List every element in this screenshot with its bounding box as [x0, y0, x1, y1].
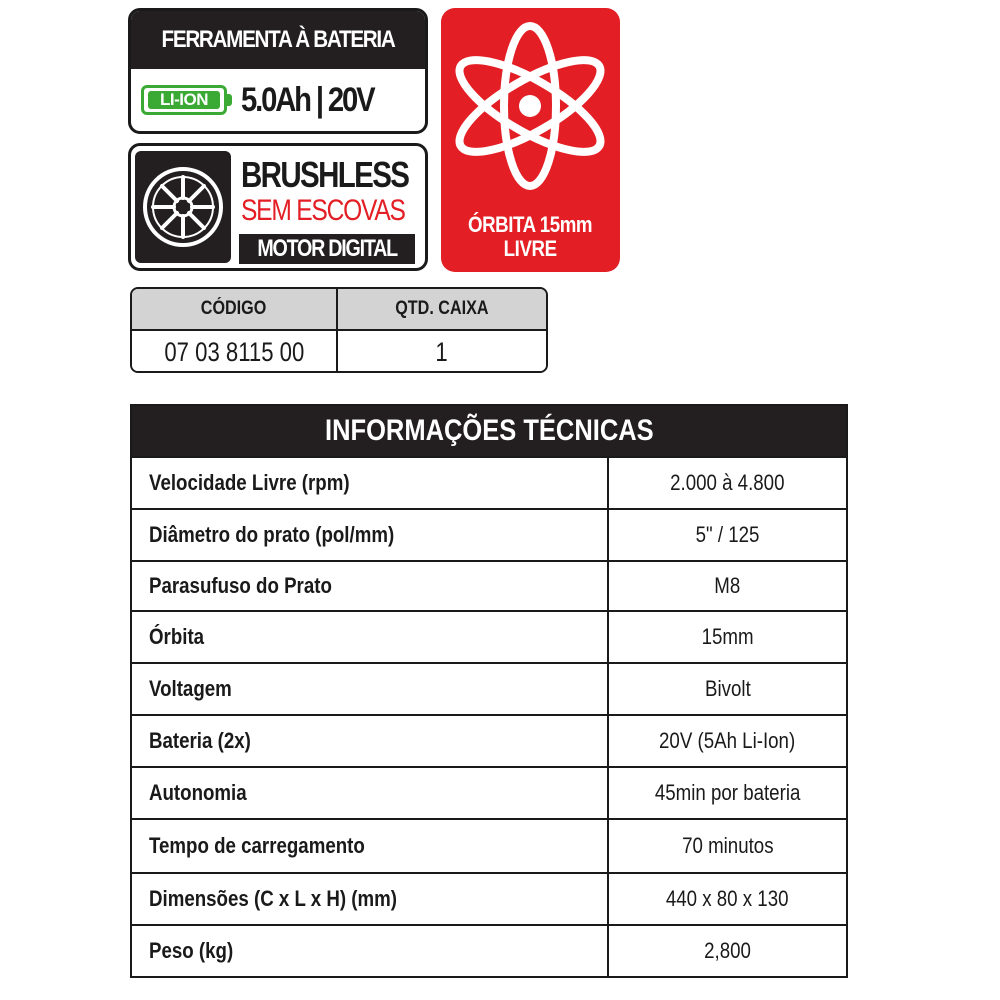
brushless-badge — [128, 143, 428, 271]
tech-table-title: INFORMAÇÕES TÉCNICAS — [132, 406, 846, 456]
spec-value: 440 x 80 x 130 — [666, 886, 789, 911]
battery-badge-header: FERRAMENTA À BATERIA — [152, 11, 405, 69]
battery-badge-header-bar — [131, 11, 425, 69]
table-row — [132, 924, 846, 976]
tech-table — [130, 404, 848, 978]
table-row — [132, 662, 846, 714]
table-row — [132, 610, 846, 662]
battery-badge — [128, 8, 428, 134]
table-row — [132, 872, 846, 924]
spec-value: 45min por bateria — [654, 780, 801, 805]
spec-label: Parasufuso do Prato — [132, 562, 609, 610]
table-row — [132, 714, 846, 766]
spec-value: 15mm — [701, 624, 754, 649]
spec-label: Diâmetro do prato (pol/mm) — [132, 510, 609, 560]
codigo-value: 07 03 8115 00 — [164, 336, 304, 367]
spec-label: Dimensões (C x L x H) (mm) — [132, 874, 609, 924]
battery-spec: 5.0Ah | 20V — [241, 80, 374, 119]
spec-value: 20V (5Ah Li-Ion) — [659, 728, 796, 753]
spec-label: Tempo de carregamento — [132, 820, 609, 872]
orbit-badge — [441, 8, 620, 272]
spec-value: 70 minutos — [681, 833, 774, 858]
atom-icon — [453, 18, 608, 193]
spec-value: 2,800 — [704, 938, 751, 963]
table-row — [132, 456, 846, 508]
spec-value: M8 — [714, 573, 741, 598]
spec-value: Bivolt — [704, 676, 751, 701]
spec-label: Bateria (2x) — [132, 716, 609, 766]
brushless-title: BRUSHLESS — [241, 154, 409, 195]
qtd-caixa-header: QTD. CAIXA — [395, 298, 489, 319]
codigo-header: CÓDIGO — [201, 298, 267, 319]
motor-wheel-icon — [135, 151, 231, 263]
spec-label: Velocidade Livre (rpm) — [132, 458, 609, 508]
orbit-line2: LIVRE — [504, 236, 557, 261]
spec-label: Autonomia — [132, 768, 609, 818]
code-table — [130, 287, 548, 373]
motor-digital-label: MOTOR DIGITAL — [239, 234, 415, 264]
spec-label: Peso (kg) — [132, 926, 609, 976]
brushless-subtitle: SEM ESCOVAS — [241, 194, 405, 227]
orbit-line1: ÓRBITA 15mm — [468, 212, 593, 237]
liion-label: LI-ION — [148, 91, 220, 109]
table-row — [132, 508, 846, 560]
table-row — [132, 766, 846, 818]
spec-label: Órbita — [132, 612, 609, 662]
table-row — [132, 560, 846, 610]
battery-icon — [141, 85, 227, 115]
spec-label: Voltagem — [132, 664, 609, 714]
code-table-header — [132, 289, 546, 331]
spec-value: 2.000 à 4.800 — [670, 470, 785, 495]
qtd-caixa-value: 1 — [435, 336, 449, 367]
table-row — [132, 818, 846, 872]
spec-value: 5" / 125 — [695, 522, 760, 547]
code-table-row — [132, 331, 546, 373]
